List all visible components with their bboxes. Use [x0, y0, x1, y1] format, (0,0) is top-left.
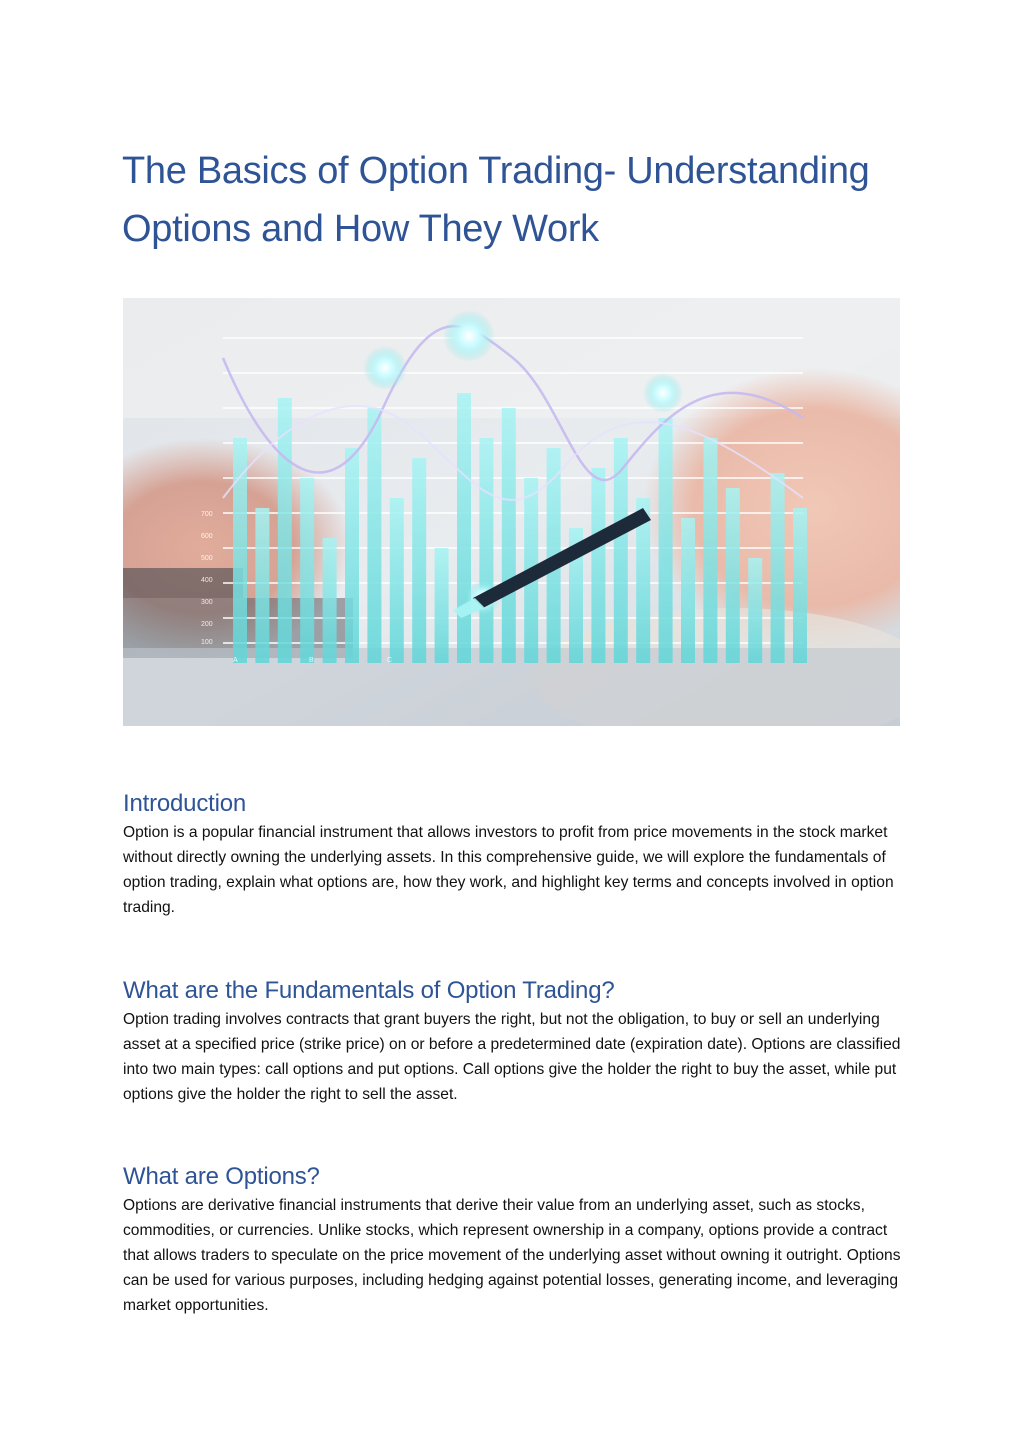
section-fundamentals	[123, 975, 903, 1107]
hero-bar	[323, 538, 337, 663]
hero-bar	[479, 438, 493, 663]
hero-tick-label: 600	[201, 533, 213, 540]
section-heading: Introduction	[123, 790, 247, 817]
hero-bar	[748, 558, 762, 663]
hero-bar	[502, 408, 516, 663]
hero-bar	[255, 508, 269, 663]
section-body: Options are derivative financial instruments that derive their value from an underlying asset, such as stocks, commodities, or currencies. Unlike stocks, which represent ownership in a company, options provide a contract that allows traders to speculate on the price movement of the underlying asset without owning it outright. Options can be used for various purposes, including hedging against potential losses, generating income, and leveraging market opportunities.	[123, 1197, 901, 1314]
hero-image	[123, 298, 900, 726]
hero-bar	[412, 458, 426, 663]
section-body: Option trading involves contracts that grant buyers the right, but not the obligation, to buy or sell an underlying asset at a specified price (strike price) on or before a predetermined date (expiration date). Options are classified into two main types: call options and put options. Call options give the holder the right to buy the asset, while put options give the holder the right to sell the asset.	[123, 1011, 901, 1103]
hero-bar	[681, 518, 695, 663]
hero-bar	[300, 478, 314, 663]
hero-tick-label: 500	[201, 555, 213, 562]
hero-bar	[659, 418, 673, 663]
hero-bar	[703, 438, 717, 663]
section-heading: What are the Fundamentals of Option Trading?	[123, 977, 615, 1004]
section-heading: What are Options?	[123, 1163, 320, 1190]
hero-bar	[793, 508, 807, 663]
hero-category-label: C	[387, 657, 393, 664]
page-title: The Basics of Option Trading- Understanding Options and How They Work	[122, 150, 870, 250]
hero-bar	[726, 488, 740, 663]
section-what-are-options	[123, 1161, 903, 1318]
hero-tick-label: 300	[201, 599, 213, 606]
hero-tick-label: 700	[201, 511, 213, 518]
hero-bar	[390, 498, 404, 663]
hero-bar	[345, 448, 359, 663]
hero-bar	[771, 473, 785, 663]
hero-tick-label: 200	[201, 621, 213, 628]
hero-bar	[591, 468, 605, 663]
hero-tick-label: 400	[201, 577, 213, 584]
hero-bar	[367, 408, 381, 663]
hero-bar	[435, 548, 449, 663]
hero-bar	[457, 393, 471, 663]
hero-tick-label: 100	[201, 639, 213, 646]
section-body: Option is a popular financial instrument that allows investors to profit from price movements in the stock market without directly owning the underlying assets. In this comprehensive guide, we will explore the fundamentals of option trading, explain what options are, how they work, and highlight key terms and concepts involved in option trading.	[123, 824, 894, 916]
hero-category-label: A	[233, 657, 238, 664]
hero-category-label: B	[309, 657, 314, 664]
section-introduction	[123, 788, 903, 920]
